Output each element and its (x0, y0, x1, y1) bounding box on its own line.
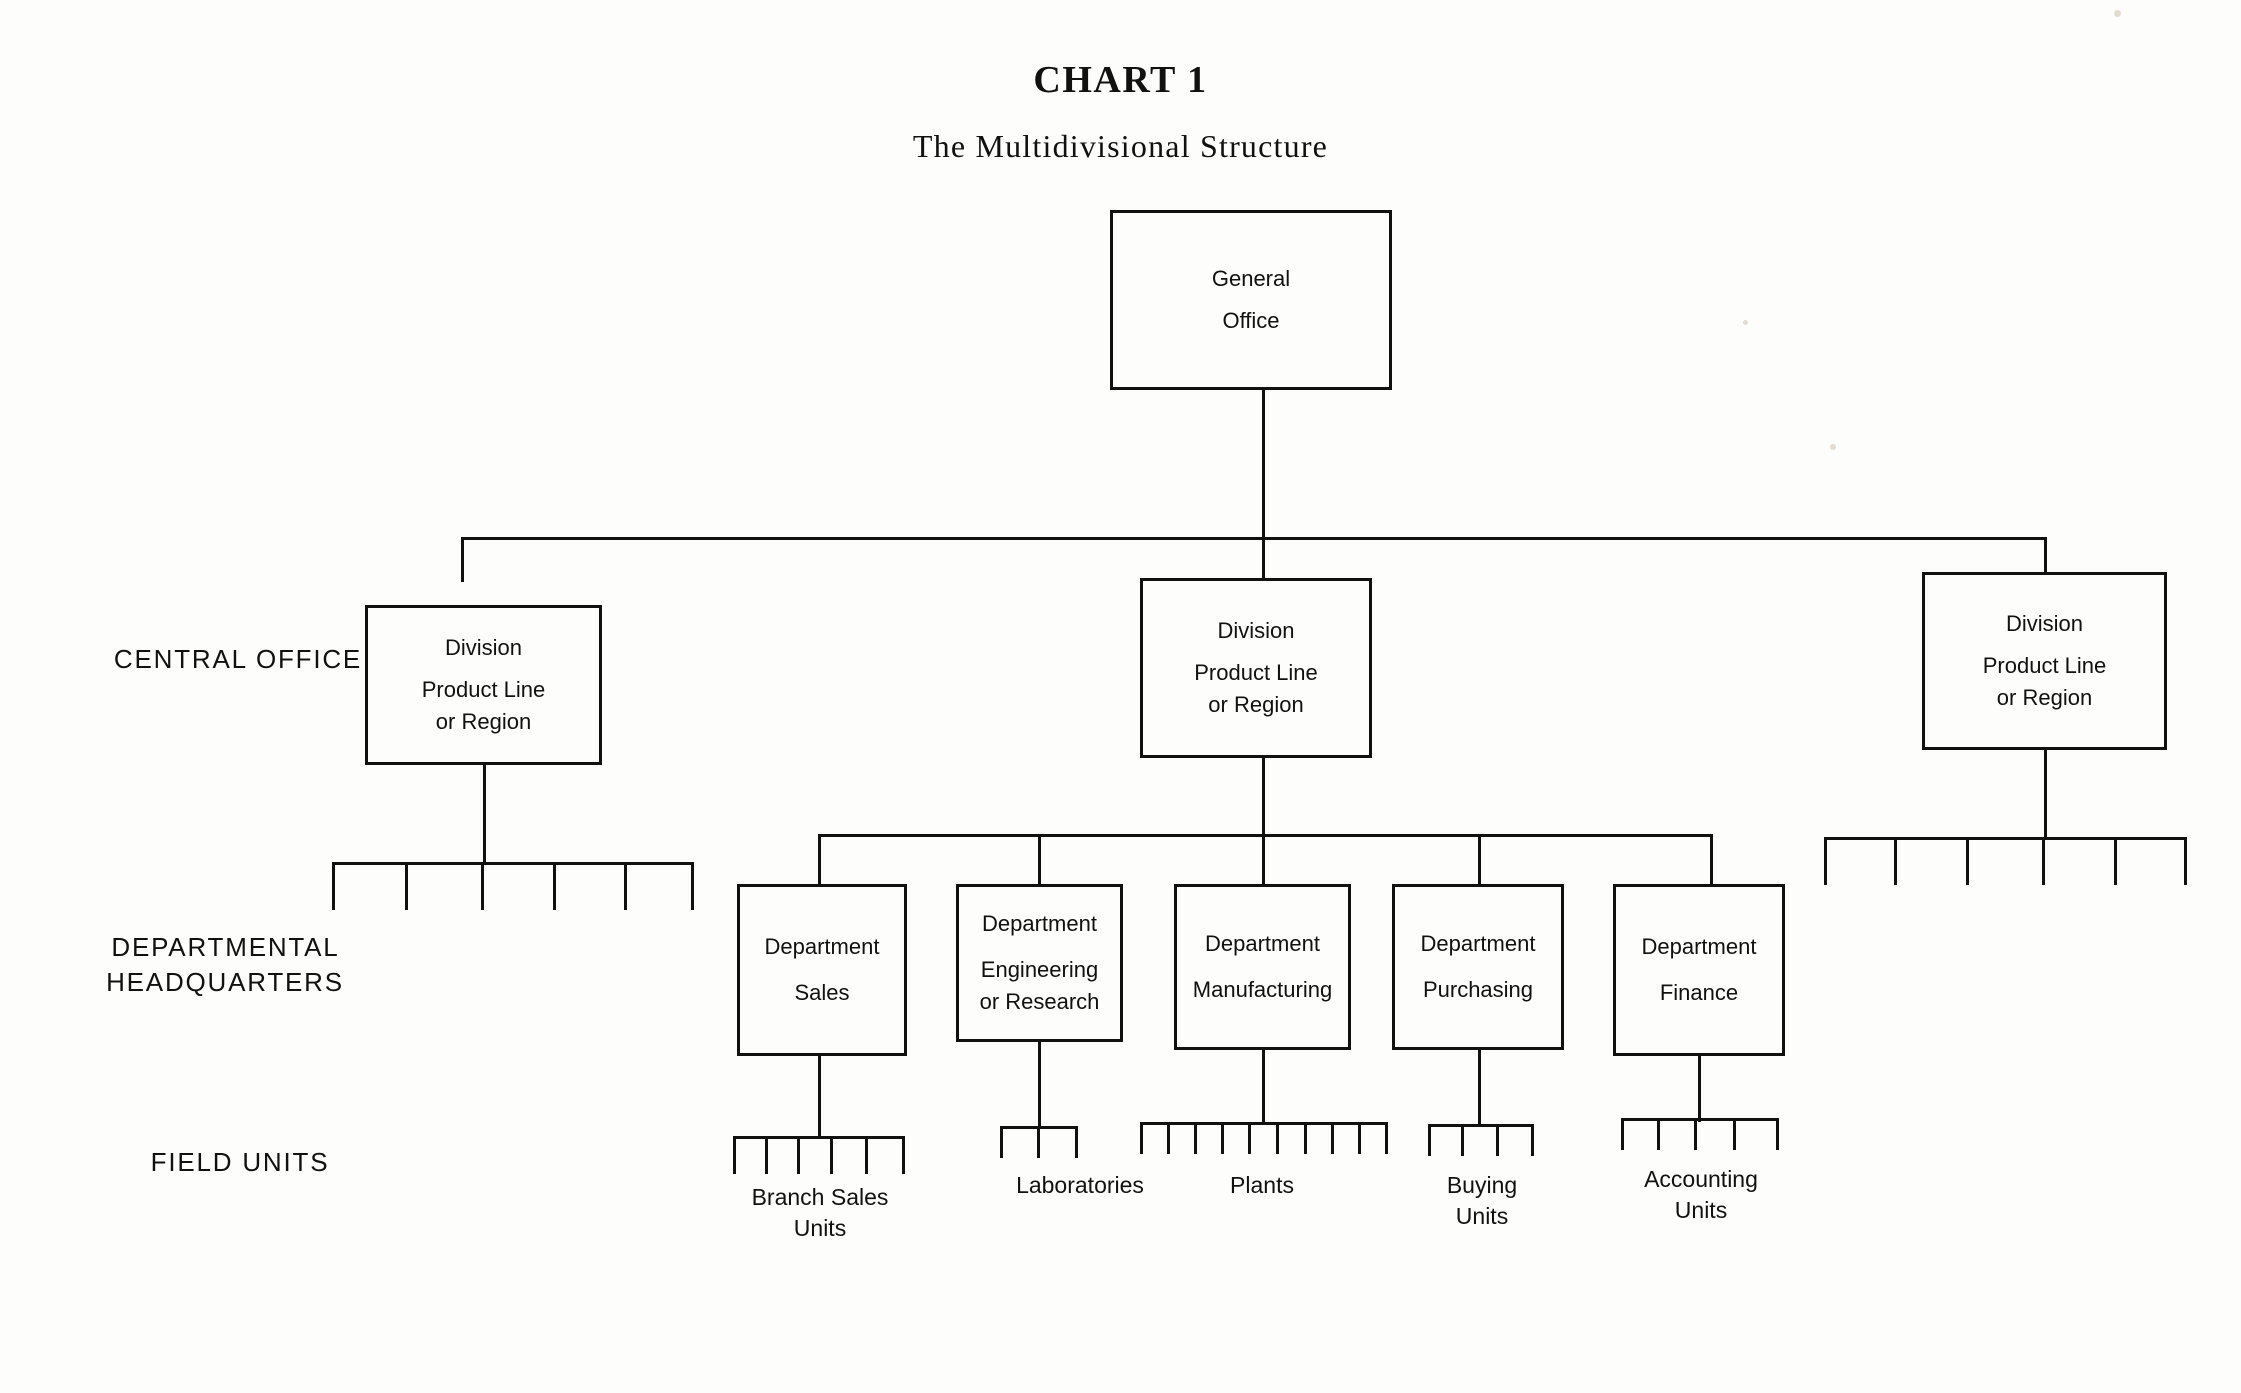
comb-plants (1140, 1122, 1388, 1156)
comb-tooth (1496, 1124, 1499, 1156)
connector-dept-drop-finance (1710, 834, 1713, 884)
comb-buying-units (1428, 1124, 1534, 1158)
caption-line: Plants (1230, 1172, 1294, 1198)
comb-tooth (1733, 1118, 1736, 1150)
row-label-central-office (108, 642, 368, 677)
node-department-finance (1613, 884, 1785, 1056)
row-label-line: CENTRAL (113, 644, 247, 674)
row-label-line: HEADQUARTERS (106, 967, 344, 998)
comb-tooth (332, 862, 335, 910)
node-line: Product Line (421, 677, 546, 703)
node-title: Division (1217, 618, 1295, 644)
comb-laboratories (1000, 1126, 1078, 1160)
comb-tooth (1075, 1126, 1078, 1158)
comb-tooth (830, 1136, 833, 1174)
comb-tooth (1824, 837, 1827, 885)
comb-tooth (2042, 837, 2045, 885)
node-line: or Region (1996, 684, 2093, 710)
node-line: Product Line (1194, 660, 1318, 686)
comb-tooth (1894, 837, 1897, 885)
connector-sales-stem (818, 1056, 821, 1138)
comb-tooth (691, 862, 694, 910)
row-label-line: OFFICE (255, 644, 363, 674)
scan-speck (2114, 10, 2121, 17)
comb-tooth (1248, 1122, 1251, 1154)
caption-line: Buying (1446, 1172, 1518, 1198)
connector-engineering-stem (1038, 1042, 1041, 1128)
caption-line: Laboratories (1016, 1172, 1144, 1198)
comb-tooth (1331, 1122, 1334, 1154)
comb-tooth (2184, 837, 2187, 885)
node-department-purchasing (1392, 884, 1564, 1050)
caption-accounting-units (1610, 1164, 1792, 1226)
connector-dept-drop-engineering (1038, 834, 1041, 884)
caption-branch-sales-units (700, 1182, 940, 1244)
comb-accounting-units (1621, 1118, 1779, 1152)
node-line: or Region (435, 708, 532, 734)
row-label-line: DEPARTMENTAL (111, 932, 339, 962)
node-title: Division (444, 635, 523, 661)
connector-bus-drop-left (461, 537, 464, 582)
node-line: or Research (979, 988, 1100, 1014)
comb-tooth (1221, 1122, 1224, 1154)
caption-line: Units (1455, 1203, 1509, 1230)
node-line: Finance (1659, 980, 1739, 1005)
node-line: Manufacturing (1192, 977, 1333, 1002)
connector-department-bus (818, 834, 1713, 837)
connector-division-left-stem (483, 765, 486, 865)
node-department-manufacturing (1174, 884, 1351, 1050)
comb-tooth (1385, 1122, 1388, 1154)
row-label-line: FIELD (150, 1147, 234, 1177)
connector-dept-drop-purchasing (1478, 834, 1481, 884)
comb-tooth (765, 1136, 768, 1174)
comb-tooth (902, 1136, 905, 1174)
node-line: Office (1222, 308, 1280, 333)
connector-division-center-stem (1262, 758, 1265, 836)
comb-tooth (1776, 1118, 1779, 1150)
row-label-departmental-headquarters (70, 930, 380, 1000)
comb-tooth (733, 1136, 736, 1174)
comb-bar (733, 1136, 905, 1139)
connector-purchasing-stem (1478, 1050, 1481, 1126)
connector-dept-drop-manufacturing (1262, 834, 1265, 884)
node-department-sales (737, 884, 907, 1056)
row-label-line: UNITS (242, 1147, 330, 1177)
node-title: Department (1641, 934, 1757, 960)
node-title: Department (1420, 931, 1536, 957)
node-division-center (1140, 578, 1372, 758)
node-general-office (1110, 210, 1392, 390)
connector-bus-drop-center (1262, 537, 1265, 582)
chart-title: CHART 1 (1033, 59, 1208, 101)
comb-tooth (797, 1136, 800, 1174)
node-title: Department (1205, 931, 1320, 957)
comb-tooth (1428, 1124, 1431, 1156)
comb-branch-sales-units (733, 1136, 905, 1176)
comb-division-left-units (332, 862, 694, 912)
comb-tooth (1167, 1122, 1170, 1154)
connector-division-bus (461, 537, 2047, 540)
node-line: Purchasing (1422, 977, 1534, 1002)
comb-tooth (1276, 1122, 1279, 1154)
caption-buying-units (1396, 1170, 1568, 1232)
node-line: Product Line (1982, 653, 2107, 679)
row-label-field-units (120, 1145, 360, 1180)
comb-tooth (481, 862, 484, 910)
comb-bar (1428, 1124, 1534, 1127)
comb-bar (1621, 1118, 1779, 1121)
node-line: or Region (1208, 691, 1304, 717)
comb-tooth (1140, 1122, 1143, 1154)
comb-tooth (1657, 1118, 1660, 1150)
connector-manufacturing-stem (1262, 1050, 1265, 1124)
comb-tooth (1000, 1126, 1003, 1158)
comb-tooth (1194, 1122, 1197, 1154)
node-title: Department (982, 911, 1097, 937)
node-line: Sales (794, 980, 850, 1005)
node-division-left (365, 605, 602, 765)
comb-tooth (624, 862, 627, 910)
scan-speck (1830, 444, 1836, 450)
comb-division-right-units (1824, 837, 2187, 887)
node-division-right (1922, 572, 2167, 750)
connector-general-office-stem (1262, 390, 1265, 539)
comb-tooth (405, 862, 408, 910)
caption-line: Branch Sales (751, 1184, 889, 1210)
node-department-engineering (956, 884, 1123, 1042)
comb-tooth (1461, 1124, 1464, 1156)
node-title: Department (764, 934, 880, 960)
connector-division-right-stem (2044, 750, 2047, 840)
comb-tooth (1694, 1118, 1697, 1150)
caption-line: Accounting (1644, 1166, 1758, 1192)
connector-dept-drop-sales (818, 834, 821, 884)
comb-tooth (1621, 1118, 1624, 1150)
comb-tooth (553, 862, 556, 910)
comb-tooth (865, 1136, 868, 1174)
scan-speck (1743, 320, 1748, 325)
node-line: Engineering (980, 957, 1099, 983)
node-title: Division (2005, 611, 2084, 637)
comb-tooth (2114, 837, 2117, 885)
comb-tooth (1531, 1124, 1534, 1156)
caption-line: Units (1674, 1197, 1728, 1224)
node-title: General (1211, 266, 1291, 292)
connector-finance-stem (1698, 1056, 1701, 1122)
caption-line: Units (793, 1215, 847, 1242)
comb-bar (1824, 837, 2187, 840)
comb-tooth (1037, 1126, 1040, 1158)
comb-tooth (1358, 1122, 1361, 1154)
chart-subtitle: The Multidivisional Structure (912, 128, 1329, 164)
comb-tooth (1304, 1122, 1307, 1154)
comb-bar (1140, 1122, 1388, 1125)
caption-plants (1152, 1170, 1372, 1201)
comb-tooth (1966, 837, 1969, 885)
comb-bar (332, 862, 694, 865)
